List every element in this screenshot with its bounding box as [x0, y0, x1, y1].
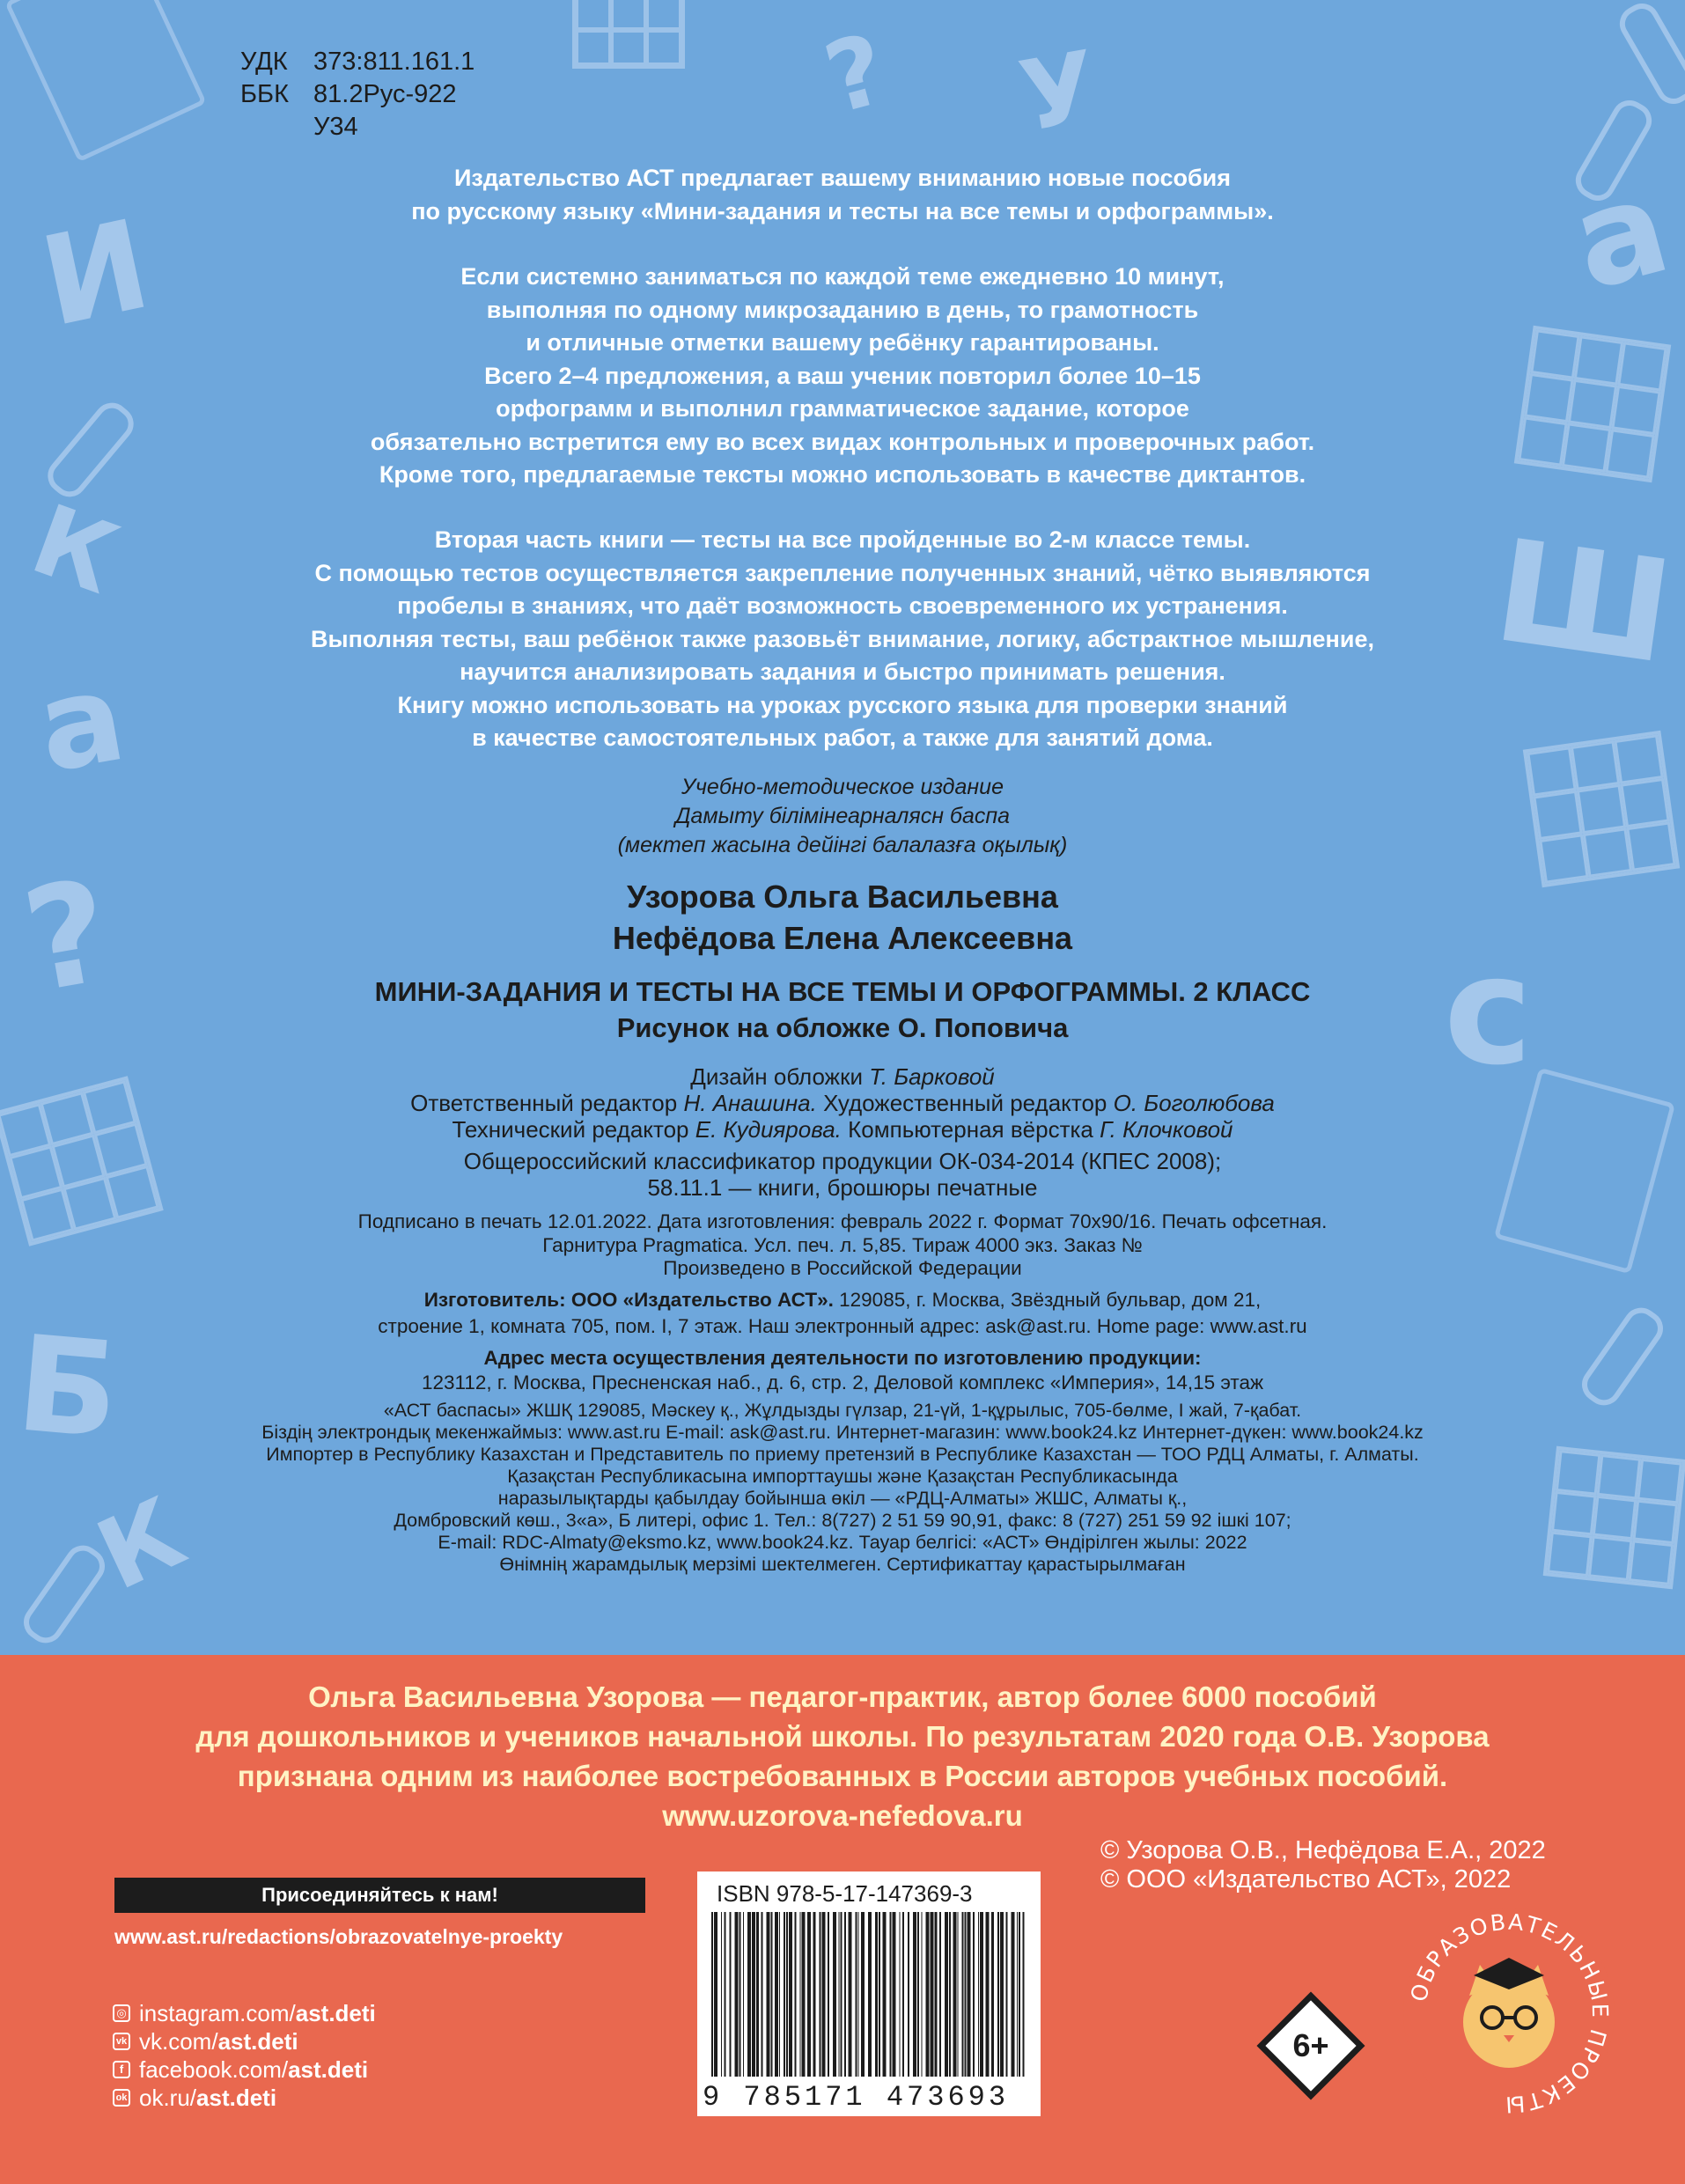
intro-paragraph-2 [0, 261, 1685, 492]
barcode-bar [1023, 1912, 1025, 2077]
barcode-bar [953, 1912, 957, 2077]
social-link-vk[interactable] [113, 2027, 376, 2055]
barcode-bar [980, 1912, 983, 2077]
vk-icon: vk [113, 2033, 130, 2050]
odnoklassniki-icon: ok [113, 2089, 130, 2107]
barcode-bar [913, 1912, 916, 2077]
decor-letter: ? [12, 848, 122, 1025]
decor-letter: И [30, 193, 161, 356]
manufacturer-label: Изготовитель: ООО «Издательство АСТ». [423, 1289, 834, 1311]
text-line: E-mail: RDC-Almaty@eksmo.kz, www.book24.kz. Тауар белгісі: «АСТ» Өндірілген жылы: 2022 [438, 1532, 1247, 1553]
text-line: Ольга Васильевна Узорова — педагог-практик, автор более 6000 пособий [308, 1680, 1377, 1713]
text-line: С помощью тестов осуществляется закрепление полученных знаний, чётко выявляются [314, 559, 1371, 586]
book-title-block [0, 974, 1685, 1046]
production-address [0, 1346, 1685, 1395]
credit-label: Ответственный редактор [410, 1090, 678, 1116]
decor-letter: с [1444, 924, 1533, 1099]
text-line: Гарнитура Pragmatica. Усл. печ. л. 5,85. Тираж 4000 экз. Заказ № [542, 1233, 1143, 1256]
decor-letter: К [81, 1475, 201, 1613]
social-links [113, 1999, 376, 2112]
text-line: Дамыту білімінеарналясн баспа [674, 804, 1011, 828]
barcode-bar [965, 1912, 967, 2077]
notebook-icon [4, 0, 207, 162]
udk-label: УДК [240, 48, 288, 76]
tic-tac-toe-grid-decor [572, 0, 685, 69]
instagram-icon: ◎ [113, 2004, 130, 2022]
barcode-bar [849, 1912, 852, 2077]
paperclip-icon [1614, 0, 1685, 110]
text-line: © ООО «Издательство АСТ», 2022 [1100, 1865, 1512, 1894]
barcode-bar [786, 1912, 788, 2077]
barcode-bar [813, 1912, 816, 2077]
book-title: МИНИ-ЗАДАНИЯ И ТЕСТЫ НА ВСЕ ТЕМЫ И ОРФОГРАММЫ. 2 КЛАСС [374, 976, 1311, 1007]
join-url-link[interactable]: www.ast.ru/redactions/obrazovatelnye-proekty [114, 1925, 563, 1948]
barcode-bar [875, 1912, 878, 2077]
isbn: ISBN 978-5-17-147369-3 [717, 1880, 973, 1907]
facebook-icon: f [113, 2061, 130, 2078]
decor-letter: а [27, 645, 135, 801]
barcode-bar [861, 1912, 865, 2077]
barcode-bar [735, 1912, 739, 2077]
barcode-bar [721, 1912, 722, 2077]
credit-label: Художественный редактор [823, 1090, 1107, 1116]
author-mark-label [240, 111, 313, 143]
barcode-bar [789, 1912, 792, 2077]
barcode-bar [767, 1912, 770, 2077]
barcode-bar [839, 1912, 840, 2077]
barcode-bar [908, 1912, 909, 2077]
barcode-bar [922, 1912, 923, 2077]
barcode-bar [958, 1912, 959, 2077]
text-line: для дошкольников и учеников начальной школы. По результатам 2020 года О.В. Узорова [195, 1720, 1490, 1753]
barcode-bar [711, 1912, 713, 2077]
social-link-instagram[interactable] [113, 1999, 376, 2027]
barcode-bar [935, 1912, 938, 2077]
barcode-bar [949, 1912, 951, 2077]
text-line: в качестве самостоятельных работ, а также для занятий дома. [472, 724, 1213, 751]
barcode-bar [795, 1912, 797, 2077]
decor-letter: К [18, 482, 132, 616]
credits [0, 1063, 1685, 1143]
author-name: Узорова Ольга Васильевна [627, 879, 1058, 915]
social-handle: ast.deti [288, 2056, 369, 2083]
barcode-bar [833, 1912, 836, 2077]
bbk-label: ББК [240, 80, 289, 108]
barcode-bar [900, 1912, 901, 2077]
edition-type [0, 773, 1685, 860]
barcode-bar [1019, 1912, 1020, 2077]
barcode-bar [962, 1912, 964, 2077]
credit-name: Г. Клочковой [1100, 1116, 1233, 1143]
barcode-bar [822, 1912, 826, 2077]
imprint [0, 1210, 1685, 1281]
text-line: 129085, г. Москва, Звёздный бульвар, дом 21, [839, 1289, 1262, 1311]
barcode-bar [841, 1912, 842, 2077]
barcode-bar [978, 1912, 979, 2077]
barcode-bar [931, 1912, 934, 2077]
barcode-number: 9 785171 473693 [703, 2081, 1010, 2114]
text-line: Учебно-методическое издание [681, 775, 1004, 799]
barcode-bar [890, 1912, 892, 2077]
text-line: Подписано в печать 12.01.2022. Дата изготовления: февраль 2022 г. Формат 70х90/16. Печать офсетная. [357, 1210, 1328, 1232]
text-line: Издательство АСТ предлагает вашему вниманию новые пособия [454, 165, 1231, 191]
text-line: наразылықтарды қабылдау бойынша өкіл — «РДЦ-Алматы» ЖШС, Алматы қ., [497, 1488, 1188, 1509]
decor-letter: а [1557, 149, 1684, 321]
social-handle: ast.deti [196, 2085, 277, 2111]
decor-letter: У [1012, 29, 1106, 154]
copyright [1100, 1836, 1546, 1894]
text-line: Если системно заниматься по каждой теме ежедневно 10 минут, [460, 263, 1225, 290]
barcode-bar [784, 1912, 785, 2077]
barcode-bar [775, 1912, 778, 2077]
barcode-bar [739, 1912, 741, 2077]
barcode-bar [868, 1912, 872, 2077]
text-line: Выполняя тесты, ваш ребёнок также разовьёт внимание, логику, абстрактное мышление, [311, 625, 1374, 652]
credit-name: Е. Кудиярова. [695, 1116, 842, 1143]
barcode-bar [986, 1912, 990, 2077]
barcode-bar [1000, 1912, 1004, 2077]
cat-mascot-icon [1463, 1958, 1555, 2068]
social-link-ok[interactable] [113, 2084, 376, 2112]
text-line: Книгу можно использовать на уроках русского языка для проверки знаний [397, 691, 1288, 718]
barcode-bars [710, 1912, 1028, 2077]
text-line: выполняя по одному микрозаданию в день, то грамотность [486, 296, 1199, 323]
barcode-bar [1017, 1912, 1018, 2077]
catalog-codes [240, 46, 475, 143]
credit-label: Дизайн обложки [690, 1063, 863, 1090]
text-line: 123112, г. Москва, Пресненская наб., д. 6, стр. 2, Деловой комплекс «Империя», 14,15 этаж [421, 1371, 1264, 1393]
text-line: «АСТ баспасы» ЖШҚ 129085, Мәскеу қ., Жұлдызды гүлзар, 21-үй, 1-құрылыс, 705-бөлме, I жай, 7-қабат. [383, 1400, 1302, 1421]
text-line: 58.11.1 — книги, брошюры печатные [647, 1174, 1038, 1201]
author-name: Нефёдова Елена Алексеевна [612, 920, 1073, 956]
authors [0, 876, 1685, 959]
series-badge-text: ОБРАЗОВАТЕЛЬНЫЕ ПРОЕКТЫ [1405, 1908, 1614, 2118]
barcode-bar [973, 1912, 975, 2077]
barcode-bar [762, 1912, 763, 2077]
barcode-bar [725, 1912, 726, 2077]
text-line: по русскому языку «Мини-задания и тесты на все темы и орфограммы». [411, 197, 1274, 224]
address-label: Адрес места осуществления деятельности по изготовлению продукции: [483, 1347, 1202, 1369]
credit-label: Технический редактор [452, 1116, 689, 1143]
text-line: орфограмм и выполнил грамматическое задание, которое [496, 395, 1189, 422]
text-line: © Узорова О.В., Нефёдова Е.А., 2022 [1100, 1836, 1546, 1864]
kazakhstan-info [0, 1400, 1685, 1576]
social-link-facebook[interactable] [113, 2055, 376, 2084]
barcode-bar [771, 1912, 773, 2077]
intro-paragraph-3 [0, 524, 1685, 755]
barcode-bar [828, 1912, 829, 2077]
text-line: Импортер в Республику Казахстан и Представитель по приему претензий в Республике Казахстан — ТОО РДЦ Алматы, г. Алматы. [266, 1444, 1419, 1465]
social-prefix: vk.com/ [139, 2028, 218, 2055]
product-classifier [0, 1148, 1685, 1201]
barcode-bar [1006, 1912, 1008, 2077]
author-mark-value: У34 [313, 113, 358, 141]
barcode-bar [926, 1912, 930, 2077]
barcode-bar [800, 1912, 801, 2077]
social-prefix: instagram.com/ [139, 2000, 296, 2026]
barcode-bar [747, 1912, 751, 2077]
barcode-bar [730, 1912, 732, 2077]
text-line: Біздің электрондық мекенжаймыз: www.ast.ru E-mail: ask@ast.ru. Интернет-магазин: www.book24.kz Интернет-дүкен: www.book24.kz [261, 1422, 1424, 1443]
udk-value: 373:811.161.1 [313, 48, 475, 76]
barcode-bar [945, 1912, 948, 2077]
barcode-bar [779, 1912, 780, 2077]
educational-projects-badge [1399, 1903, 1619, 2123]
intro-paragraph-1 [0, 162, 1685, 228]
barcode-bar [968, 1912, 971, 2077]
manufacturer [0, 1287, 1685, 1340]
barcode-bar [939, 1912, 941, 2077]
credit-name: О. Боголюбова [1113, 1090, 1275, 1116]
barcode-bar [879, 1912, 880, 2077]
credit-name: Т. Барковой [869, 1063, 995, 1090]
text-line: строение 1, комната 705, пом. I, 7 этаж. Наш электронный адрес: ask@ast.ru. Home page: www.ast.ru [378, 1315, 1307, 1337]
credit-label: Компьютерная вёрстка [848, 1116, 1093, 1143]
barcode-bar [856, 1912, 857, 2077]
social-prefix: ok.ru/ [139, 2085, 197, 2111]
author-website-link[interactable]: www.uzorova-nefedova.ru [662, 1799, 1023, 1832]
text-line: пробелы в знаниях, что даёт возможность своевременного их устранения. [397, 592, 1288, 619]
barcode-bar [756, 1912, 759, 2077]
join-us-banner: Присоединяйтесь к нам! [114, 1878, 645, 1913]
barcode-bar [883, 1912, 887, 2077]
barcode-bar [893, 1912, 896, 2077]
text-line: Вторая часть книги — тесты на все пройденные во 2-м классе темы. [434, 526, 1251, 553]
text-line: признана одним из наиболее востребованных в России авторов учебных пособий. [237, 1760, 1448, 1792]
text-line: Қазақстан Республикасына импорттаушы және Қазақстан Республикасында [507, 1466, 1178, 1487]
text-line: Общероссийский классификатор продукции ОК-034-2014 (КПЕС 2008); [463, 1148, 1222, 1174]
text-line: (мектеп жасына дейінгі балалазға оқылық) [617, 833, 1068, 857]
barcode-bar [844, 1912, 846, 2077]
text-line: научится анализировать задания и быстро принимать решения. [460, 658, 1225, 685]
decor-letter: Б [11, 1307, 125, 1469]
social-handle: ast.deti [217, 2028, 298, 2055]
barcode-bar [714, 1912, 717, 2077]
barcode-bar [807, 1912, 811, 2077]
barcode-bar [902, 1912, 904, 2077]
text-line: Всего 2–4 предложения, а ваш ученик повторил более 10–15 [484, 362, 1201, 389]
barcode-bar [802, 1912, 806, 2077]
text-line: Кроме того, предлагаемые тексты можно использовать в качестве диктантов. [379, 461, 1306, 488]
bbk-value: 81.2Рус-922 [313, 80, 457, 108]
text-line: Произведено в Российской Федерации [663, 1257, 1022, 1279]
barcode [697, 1871, 1041, 2116]
cover-art-credit: Рисунок на обложке О. Поповича [616, 1012, 1069, 1043]
text-line: Домбровский көш., 3«а», Б литері, офис 1. Тел.: 8(727) 2 51 59 90,91, факс: 8 (727) 251 59 92 ішкі 107; [394, 1510, 1291, 1531]
barcode-bar [820, 1912, 821, 2077]
barcode-bar [1012, 1912, 1015, 2077]
age-rating-badge [1254, 1989, 1368, 2103]
social-handle: ast.deti [295, 2000, 376, 2026]
barcode-bar [743, 1912, 744, 2077]
barcode-bar [997, 1912, 999, 2077]
text-line: обязательно встретится ему во всех видах контрольных и проверочных работ. [370, 428, 1315, 455]
barcode-bar [752, 1912, 755, 2077]
barcode-bar [991, 1912, 994, 2077]
decor-letter: ? [813, 11, 898, 136]
age-rating-text: 6+ [1292, 2027, 1329, 2063]
text-line: и отличные отметки вашему ребёнку гарантированы. [526, 329, 1159, 356]
barcode-bar [858, 1912, 859, 2077]
author-bio [0, 1677, 1685, 1835]
barcode-bar [917, 1912, 919, 2077]
text-line: Өнімнің жарамдылық мерзімі шектелмеген. Сертификаттау қарастырылмаған [499, 1554, 1186, 1575]
social-prefix: facebook.com/ [139, 2056, 289, 2083]
decor-letter: Ш [1485, 508, 1681, 695]
credit-name: Н. Анашина. [683, 1090, 817, 1116]
